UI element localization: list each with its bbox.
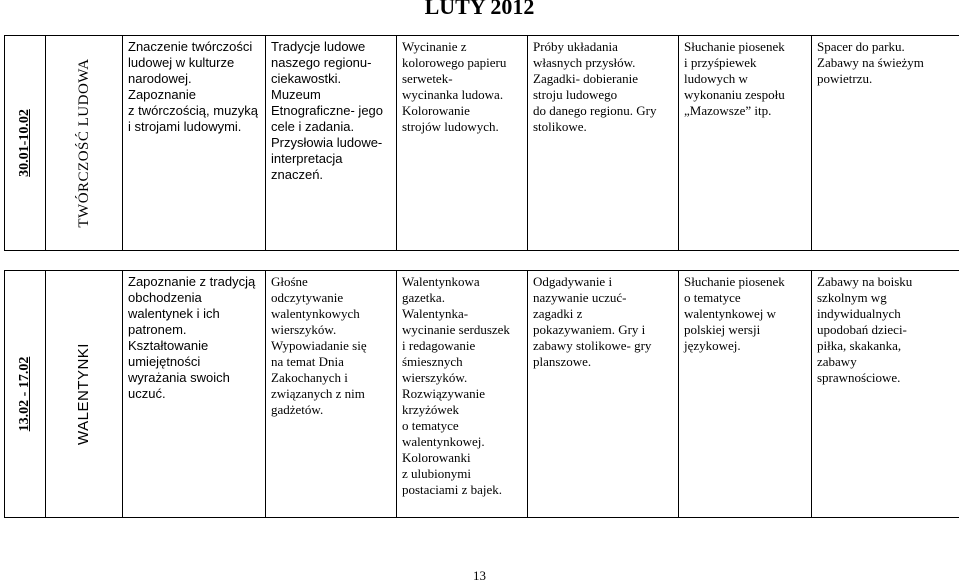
date-range: 13.02 - 17.02 xyxy=(17,356,32,432)
page-title: LUTY 2012 xyxy=(424,0,535,19)
activity-cell: Zabawy na boisku szkolnym wg indywidualnych upodobań dzieci- piłka, skakanka, zabawy sprawnościowe. xyxy=(812,271,959,518)
activity-cell: Głośne odczytywanie walentynkowych wierszyków. Wypowiadanie się na temat Dnia Zakochanych i związanych z nim gadżetów. xyxy=(266,271,397,518)
date-cell xyxy=(5,271,46,518)
activity-cell: Zapoznanie z tradycją obchodzenia walentynek i ich patronem. Kształtowanie umiejętności wyrażania swoich uczuć. xyxy=(123,271,266,518)
activity-cell: Znaczenie twórczości ludowej w kulturze narodowej. Zapoznanie z twórczością, muzyką i strojami ludowymi. xyxy=(123,36,266,251)
activity-cell: Tradycje ludowe naszego regionu- ciekawostki. Muzeum Etnograficzne- jego cele i zadania. Przysłowia ludowe- interpretacja znaczeń. xyxy=(266,36,397,251)
page-number: 13 xyxy=(473,568,486,583)
date-range: 30.01-10.02 xyxy=(17,109,32,177)
theme-label: WALENTYNKI xyxy=(75,343,92,445)
theme-label: TWÓRCZOŚĆ LUDOWA xyxy=(76,58,92,228)
activity-cell: Próby układania własnych przysłów. Zagadki- dobieranie stroju ludowego do danego regionu. Gry stolikowe. xyxy=(528,36,679,251)
date-cell xyxy=(5,36,46,251)
activity-cell: Odgadywanie i nazywanie uczuć- zagadki z pokazywaniem. Gry i zabawy stolikowe- gry planszowe. xyxy=(528,271,679,518)
activity-cell: Spacer do parku. Zabawy na świeżym powietrzu. xyxy=(812,36,959,251)
plan-table xyxy=(4,35,959,518)
table-row xyxy=(5,251,959,271)
table-row xyxy=(5,271,959,518)
activity-cell: Słuchanie piosenek i przyśpiewek ludowych w wykonaniu zespołu „Mazowsze” itp. xyxy=(679,36,812,251)
activity-cell: Wycinanie z kolorowego papieru serwetek- wycinanka ludowa. Kolorowanie strojów ludowych. xyxy=(397,36,528,251)
table-row xyxy=(5,36,959,251)
activity-cell: Walentynkowa gazetka. Walentynka- wycinanie serduszek i redagowanie śmiesznych wierszyków. Rozwiązywanie krzyżówek o tematyce walentynkowej. Kolorowanki z ulubionymi postaciami z bajek. xyxy=(397,271,528,518)
theme-cell xyxy=(46,271,123,518)
activity-cell: Słuchanie piosenek o tematyce walentynkowej w polskiej wersji językowej. xyxy=(679,271,812,518)
theme-cell xyxy=(46,36,123,251)
